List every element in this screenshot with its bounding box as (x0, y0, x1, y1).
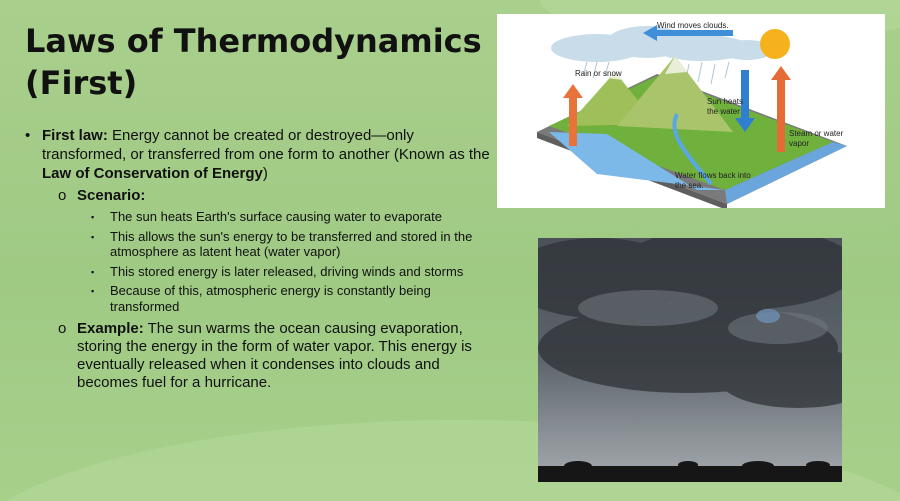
first-law-text: Energy cannot be created or destroyed—only transformed, or transferred from one form to another (Known as the (42, 127, 490, 163)
rain-label: Rain or snow (575, 69, 622, 78)
example-label: Example: (77, 320, 144, 337)
scenario-item-text: This stored energy is later released, driving winds and storms (110, 263, 464, 279)
first-law-bullet (25, 126, 495, 183)
sun-heats-label-line1: Sun heats (707, 97, 744, 106)
square-bullet-marker: ▪ (91, 286, 95, 296)
example-bullet (25, 320, 495, 392)
scenario-bullet (25, 187, 495, 205)
example-text: The sun warms the ocean causing evaporation, storing the energy in the form of water vapor. This energy is eventually released when it condenses into clouds and becomes fuel for a hurricane. (77, 320, 472, 391)
square-bullet-marker: ▪ (91, 231, 95, 242)
water-cycle-diagram (497, 14, 885, 208)
scenario-item (25, 264, 495, 280)
scenario-item (25, 209, 495, 225)
scenario-item-text: This allows the sun's energy to be transferred and stored in the atmosphere as latent heat (water vapor) (110, 228, 473, 259)
sub-bullet-marker: o (58, 320, 67, 337)
scenario-item-text: Because of this, atmospheric energy is constantly being transformed (110, 283, 431, 314)
flows-label-line1: Water flows back into (675, 171, 751, 180)
flows-label-line2: the sea. (675, 181, 704, 190)
sun-icon (760, 29, 790, 59)
steam-label-line1: Steam or water (789, 129, 844, 138)
scenario-item (25, 229, 495, 260)
sub-bullet-marker: o (58, 187, 67, 204)
wind-label: Wind moves clouds. (657, 21, 729, 30)
scenario-item (25, 283, 495, 314)
first-law-label: First law: (42, 127, 108, 144)
slide-title: Laws of Thermodynamics (First) (25, 22, 482, 102)
conservation-law-name: Law of Conservation of Energy (42, 165, 263, 182)
steam-label-line2: vapor (789, 139, 810, 148)
scenario-label: Scenario: (77, 187, 146, 204)
square-bullet-marker: ▪ (91, 212, 95, 222)
slide-content (25, 126, 495, 392)
sun-heats-label-line2: the water (707, 107, 740, 116)
first-law-text-end: ) (262, 165, 268, 182)
storm-clouds-photo (538, 238, 842, 482)
square-bullet-marker: ▪ (91, 266, 95, 277)
bullet-marker: • (25, 127, 31, 144)
scenario-item-text: The sun heats Earth's surface causing water to evaporate (110, 209, 443, 224)
